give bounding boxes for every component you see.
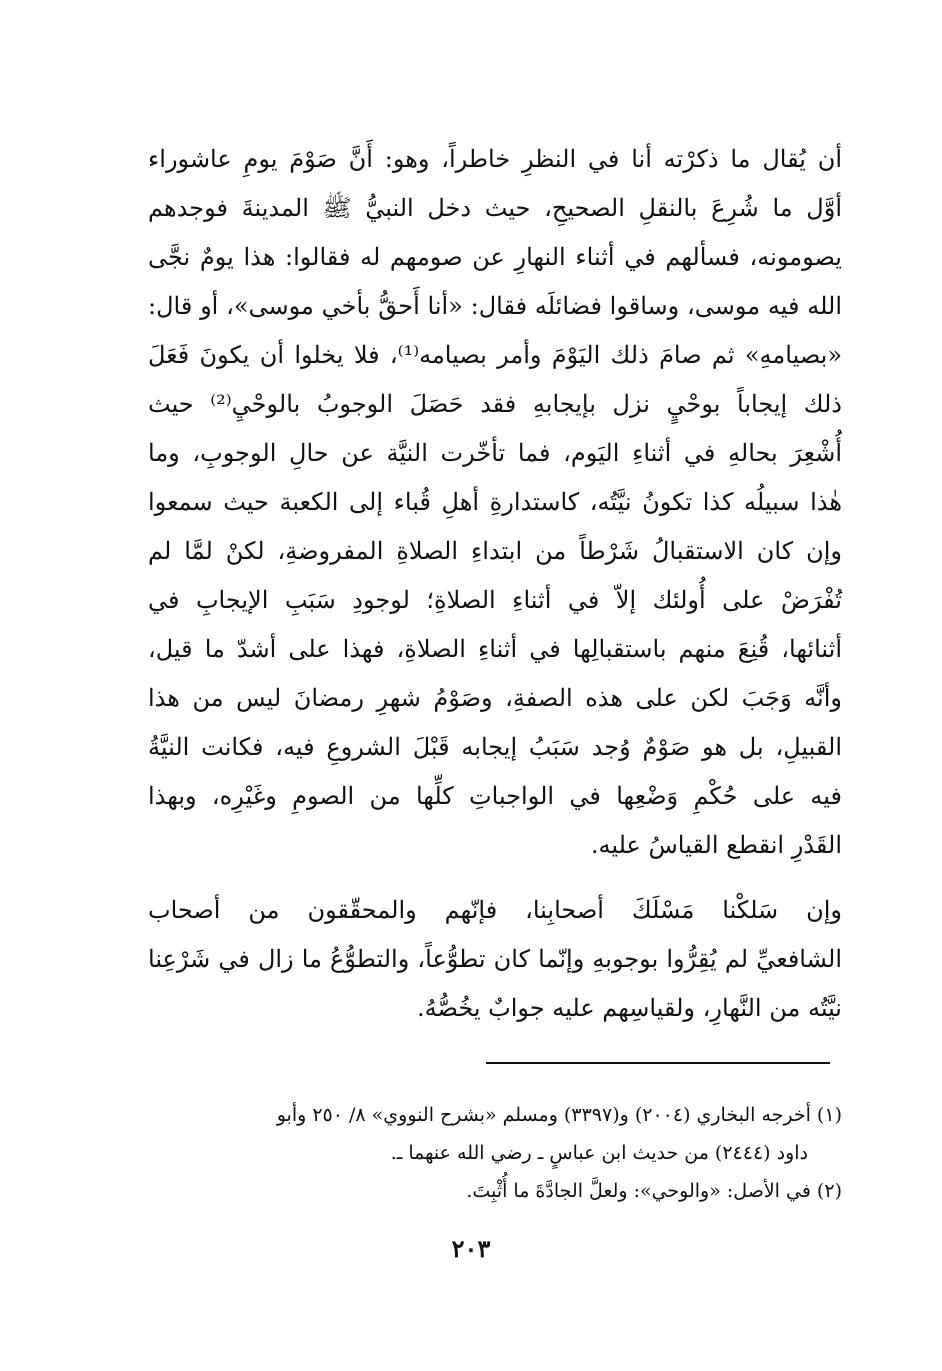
paragraph-1 [148, 135, 842, 870]
text-line: «بصيامهِ» ثم صامَ ذلك اليَوْمَ وأمر بصيامه⁽¹⁾، فلا يخلوا أن يكونَ فَعَلَ [148, 341, 842, 369]
text-line: نيَّتُه من النَّهارِ، ولقياسِهم عليه جوابٌ يخُصُّهُ. [417, 994, 842, 1022]
paragraph-2 [148, 886, 842, 1033]
footnote-separator [486, 1062, 830, 1064]
text-line: وأنَّه وَجَبَ لكن على هذه الصفةِ، وصَوْمُ شهرِ رمضانَ ليس من هذا [148, 684, 842, 712]
footnotes [148, 1096, 842, 1210]
text-line: وإن سَلكْنا مَسْلَكَ أصحابِنا، فإنّهم والمحقّقون من أصحاب [148, 896, 842, 924]
footnote-1 [148, 1096, 842, 1172]
text-line: أن يُقال ما ذكرْته أنا في النظرِ خاطراً، وهو: أَنَّ صَوْمَ يومِ عاشوراء [148, 145, 842, 173]
text-line: الله فيه موسى، وساقوا فضائلَه فقال: «أنا أَحقُّ بأخي موسى»، أو قال: [148, 292, 842, 320]
text-line: القبيلِ، بل هو صَوْمٌ وُجد سَبَبُ إيجابه قَبْلَ الشروعِ فيه، فكانت النيَّةُ [148, 733, 842, 761]
footnote-1-line-2: داود (٢٤٤٤) من حديث ابن عباسٍ ـ رضي الله عنهما ـ. [390, 1142, 808, 1164]
footnote-1-line-1: (١) أخرجه البخاري (٢٠٠٤) و(٣٣٩٧) ومسلم «بشرح النووي» ٨/ ٢٥٠ وأبو [276, 1104, 842, 1126]
text-line: وإن كان الاستقبالُ شَرْطاً من ابتداءِ الصلاةِ المفروضةِ، لكنْ لمَّا لم [148, 537, 842, 565]
text-line: أثنائها، قُنِعَ منهم باستقبالِها في أثناءِ الصلاةِ، فهذا على أشدّ ما قيل، [148, 635, 842, 663]
text-line: فيه على حُكْمِ وَضْعِها في الواجباتِ كلِّها من الصومِ وغَيْرِه، وبهذا [148, 782, 842, 810]
page-number: ٢٠٣ [451, 1234, 491, 1263]
text-line: القَدْرِ انقطع القياسُ عليه. [590, 831, 842, 859]
text-line: الشافعيِّ لم يُقِرُّوا بوجوبهِ وإنّما كان تطوُّعاً، والتطوُّعُ ما زال في شَرْعِنا [148, 945, 842, 973]
text-line: هٰذا سبيلُه كذا تكونُ نيَّتُه، كاستدارةِ أهلِ قُباء إلى الكعبة حيث سمعوا [148, 488, 842, 516]
main-text [148, 135, 842, 1033]
text-line: تُفْرَضْ على أُولئك إلاّ في أثناءِ الصلاةِ؛ لوجودِ سَبَبِ الإيجابِ في [148, 586, 842, 614]
text-line: أوَّل ما شُرِعَ بالنقلِ الصحيحِ، حيث دخل النبيُّ ﷺ المدينةَ فوجدهم [148, 194, 842, 222]
text-line: أُشْعِرَ بحالهِ في أثناءِ اليَوم، فما تأخّرت النيَّة عن حالِ الوجوبِ، وما [148, 439, 842, 467]
footnote-2: (٢) في الأصل: «والوحي»: ولعلَّ الجادَّةَ ما أُثْبِتَ. [466, 1180, 842, 1202]
text-line: ذلك إيجاباً بوحْيٍ نزل بإيجابهِ فقد حَصَلَ الوجوبُ بالوحْيِ⁽²⁾ حيث [148, 390, 842, 418]
text-line: يصومونه، فسألهم في أثناء النهارِ عن صومهم له فقالوا: هذا يومٌ نجَّى [148, 243, 842, 271]
